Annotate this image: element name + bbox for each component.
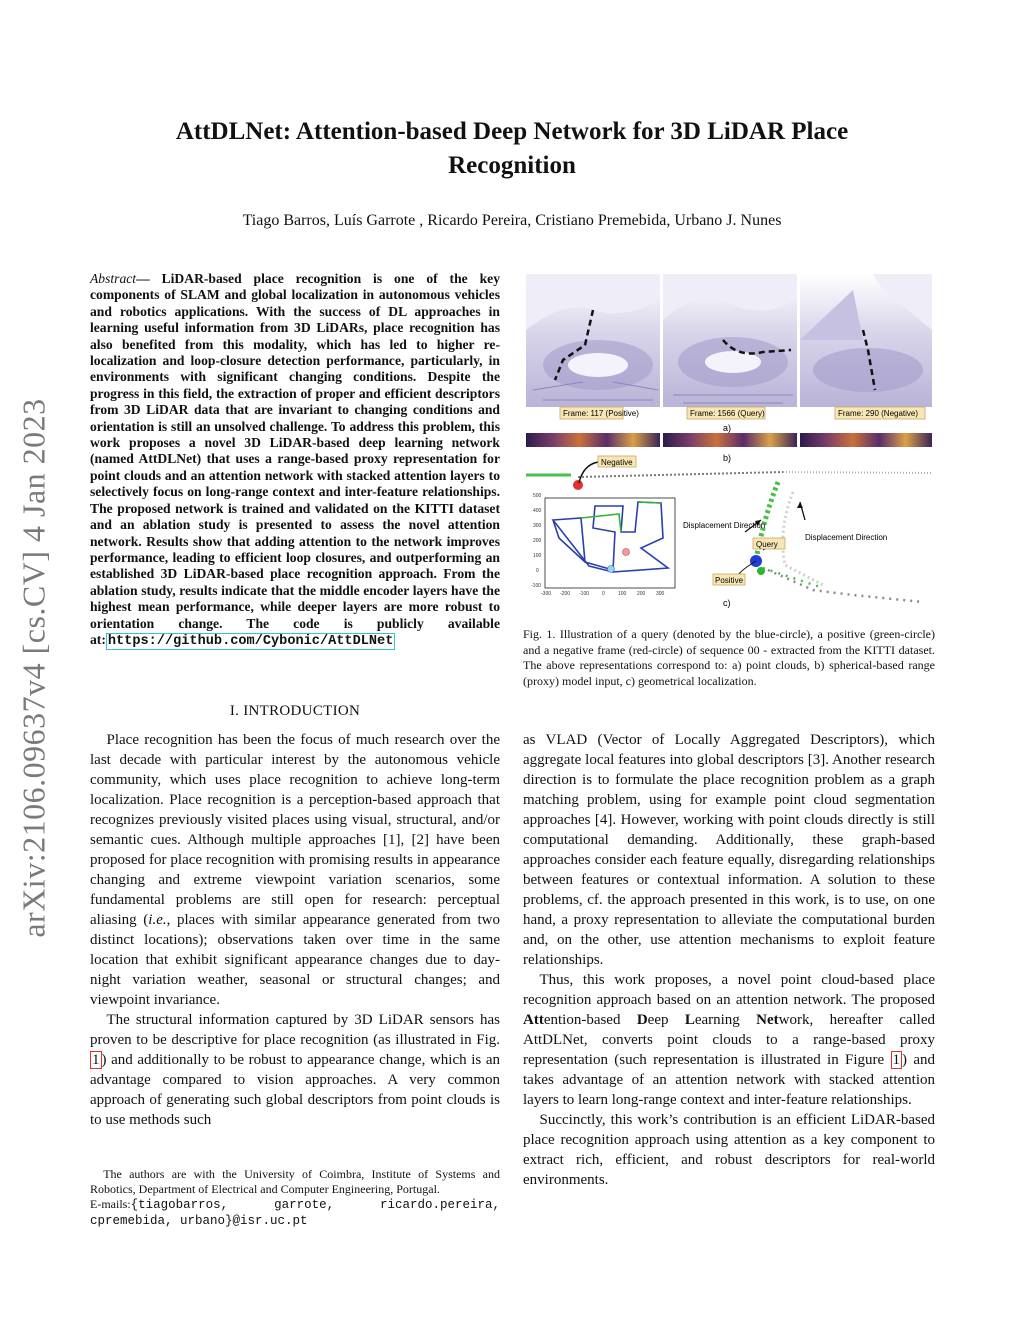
right-paragraph-1: as VLAD (Vector of Locally Aggregated Descriptors), which aggregate local features into global descriptors [3]. Another research direction is to formulate the place recognition problem as a graph matching problem, using for example point cloud segmentation approaches [4]. However, working with point clouds directly is still computational demanding. Additionally, these graph-based approaches consider each feature equally, disregarding relationships between features or contextual information. A solution to these problems, cf. the approach presented in this work, is to use, on one hand, a proxy representation to alleviate the computational burden and, on the other, use attention mechanisms to exploit feature relationships. xyxy=(523,732,935,968)
acronym-earning: earning xyxy=(694,1012,757,1028)
intro-p1-end: , places with similar appearance generated from two distinct locations); observations taken over time in the same location that exhibit significant appearance changes due to day-night variation weather, seasonal or structural changes; and viewpoint invariance. xyxy=(90,912,501,1008)
footnote xyxy=(90,1167,500,1229)
y-tick-200: 200 xyxy=(533,538,542,544)
x-tick-300: 300 xyxy=(656,591,665,597)
right-p2-text-b: work, hereafter called AttDLNet, converts point clouds to a range-based proxy representation (such representation is illustrated in Figure xyxy=(523,1012,936,1068)
x-tick-neg200: -200 xyxy=(560,591,571,597)
frame-positive-label: Frame: 117 (Positive) xyxy=(563,409,639,418)
x-tick-100: 100 xyxy=(618,591,627,597)
negative-marker xyxy=(573,480,583,490)
abstract-label: Abstract xyxy=(90,271,137,286)
acronym-ention: ention-based xyxy=(543,1012,637,1028)
left-column-body xyxy=(90,730,500,1130)
footnote-affiliation: The authors are with the University of Coimbra, Institute of Systems and Robotics, Department of Electrical and Computer Engineering, Portugal. xyxy=(90,1167,500,1196)
right-column-body xyxy=(523,730,935,1190)
paper-authors: Tiago Barros, Luís Garrote , Ricardo Pereira, Cristiano Premebida, Urbano J. Nunes xyxy=(242,212,782,229)
x-tick-0: 0 xyxy=(602,591,605,597)
abstract xyxy=(90,271,500,650)
y-tick-500: 500 xyxy=(533,493,542,499)
intro-paragraph-1 xyxy=(90,730,500,1010)
y-tick-neg100: -100 xyxy=(531,583,542,589)
figure-caption: Fig. 1. Illustration of a query (denoted by the blue-circle), a positive (green-circle) and a negative frame (red-circle) of sequence 00 - extracted from the KITTI dataset. The above representations correspond to: a) point clouds, b) spherical-based range (proxy) model input, c) geometrical localization. xyxy=(523,627,935,688)
negative-label: Negative xyxy=(601,458,633,467)
displacement-label-left xyxy=(683,521,765,530)
intro-p2-text-a: The structural information captured by 3D LiDAR sensors has proven to be descriptive for place recognition (as illustrated in Fig. xyxy=(90,1012,500,1048)
point-cloud-positive xyxy=(526,274,660,407)
displacement-label-left-text: Displacement Direction xyxy=(683,521,766,530)
point-cloud-query xyxy=(663,274,797,407)
paper-title: AttDLNet: Attention-based Deep Network for 3D LiDAR Place Recognition xyxy=(175,118,849,179)
x-tick-neg100: -100 xyxy=(579,591,590,597)
code-url-link[interactable]: https://github.com/Cybonic/AttDLNet xyxy=(107,633,394,649)
frame-query-label: Frame: 1566 (Query) xyxy=(690,409,765,418)
label-a: a) xyxy=(723,423,732,433)
displacement-label-right-text: Displacement Direction xyxy=(805,533,888,542)
acronym-d: D xyxy=(636,1012,648,1028)
label-c: c) xyxy=(723,598,731,608)
y-tick-100: 100 xyxy=(533,553,542,559)
positive-label: Positive xyxy=(715,576,744,585)
x-tick-200: 200 xyxy=(637,591,646,597)
x-tick-neg300: -300 xyxy=(541,591,552,597)
trajectory-map xyxy=(545,498,675,588)
right-p2-text-c: ) and takes advantage of an attention network with stacked attention layers to learn long-range context and inter-feature relationships. xyxy=(523,1052,936,1108)
y-tick-300: 300 xyxy=(533,523,542,529)
acronym-l: L xyxy=(684,1012,695,1028)
intro-p1-text: Place recognition has been the focus of much research over the last decade with particular interest by the autonomous vehicle community, which uses place recognition to achieve long-term localization. Place recognition is a perception-based approach that recognizes previously visited places using visual, structural, and/or semantic cues. Although multiple approaches [1], [2] have been proposed for place recognition with promising results in appearance changing and extreme viewpoint variation scenarios, some fundamental problems are still open for research: perceptual aliasing ( xyxy=(90,732,500,928)
right-p2-text-a: Thus, this work proposes, a novel point cloud-based place recognition approach based on an attention network. The proposed xyxy=(523,972,935,1008)
acronym-att: Att xyxy=(523,1012,544,1028)
right-paragraph-3: Succinctly, this work’s contribution is an efficient LiDAR-based place recognition approach using attention as a key component to extract rich, efficient, and robust descriptors for real-world environments. xyxy=(523,1112,935,1188)
point-cloud-negative xyxy=(800,274,932,407)
right-paragraph-2 xyxy=(523,970,935,1110)
emails-label: E-mails: xyxy=(90,1197,131,1211)
acronym-net: Net xyxy=(756,1012,779,1028)
acronym-eep: eep xyxy=(647,1012,685,1028)
arxiv-sidebar-stamp xyxy=(14,368,54,968)
trajectory-dots xyxy=(526,462,932,490)
label-b: b) xyxy=(723,453,732,463)
figure-1-reference-link[interactable]: 1 xyxy=(892,1052,901,1068)
intro-p2-text-b: ) and additionally to be robust to appearance change, which is an advantage compared to vision approaches. A very common approach of generating such global descriptors from point clouds is to use methods such xyxy=(90,1052,500,1128)
fig-1-reference-link[interactable]: 1 xyxy=(92,1052,100,1068)
frame-negative-label: Frame: 290 (Negative) xyxy=(838,409,919,418)
section-heading-introduction: I. INTRODUCTION xyxy=(229,703,361,719)
emails-list: {tiagobarros, garrote, ricardo.pereira, cpremebida, urbano}@isr.uc.pt xyxy=(90,1198,500,1228)
positive-marker xyxy=(757,567,765,575)
query-label: Query xyxy=(756,540,778,549)
intro-paragraph-2 xyxy=(90,1010,500,1130)
arxiv-id: arXiv:2106.09637v4 [cs.CV] 4 Jan 2023 xyxy=(15,398,52,938)
y-tick-400: 400 xyxy=(533,508,542,514)
intro-p1-ie: i.e. xyxy=(148,912,167,928)
displacement-label-right xyxy=(805,533,887,542)
range-images xyxy=(526,433,932,447)
figure-1 xyxy=(523,270,935,615)
abstract-text: — LiDAR-based place recognition is one of the key components of SLAM and global localization in autonomous vehicles and robotics applications. With the success of DL approaches in learning useful information from 3D LiDARs, place recognition has also benefited from this modality, which has led to higher re-localization and loop-closure detection performance, particularly, in environments with significant changing conditions. Despite the progress in this field, the extraction of proper and efficient descriptors from 3D LiDAR data that are invariant to changing conditions and orientation is still an unsolved challenge. To address this problem, this work proposes a novel 3D LiDAR-based deep learning network (named AttDLNet) that uses a range-based proxy representation for point clouds and an attention network with stacked attention layers to selectively focus on long-range context and inter-feature relationships. The proposed network is trained and validated on the KITTI dataset and an ablation study is presented to assess the novel attention network. Results show that adding attention to the network improves performance, leading to efficient loop closures, and outperforming an established 3D LiDAR-based place recognition approach. From the ablation study, results indicate that the middle encoder layers have the highest mean performance, while deeper layers are more robust to orientation change. The code is publicly available at: xyxy=(90,271,500,647)
footnote-emails xyxy=(90,1197,500,1229)
y-tick-0: 0 xyxy=(536,568,539,574)
